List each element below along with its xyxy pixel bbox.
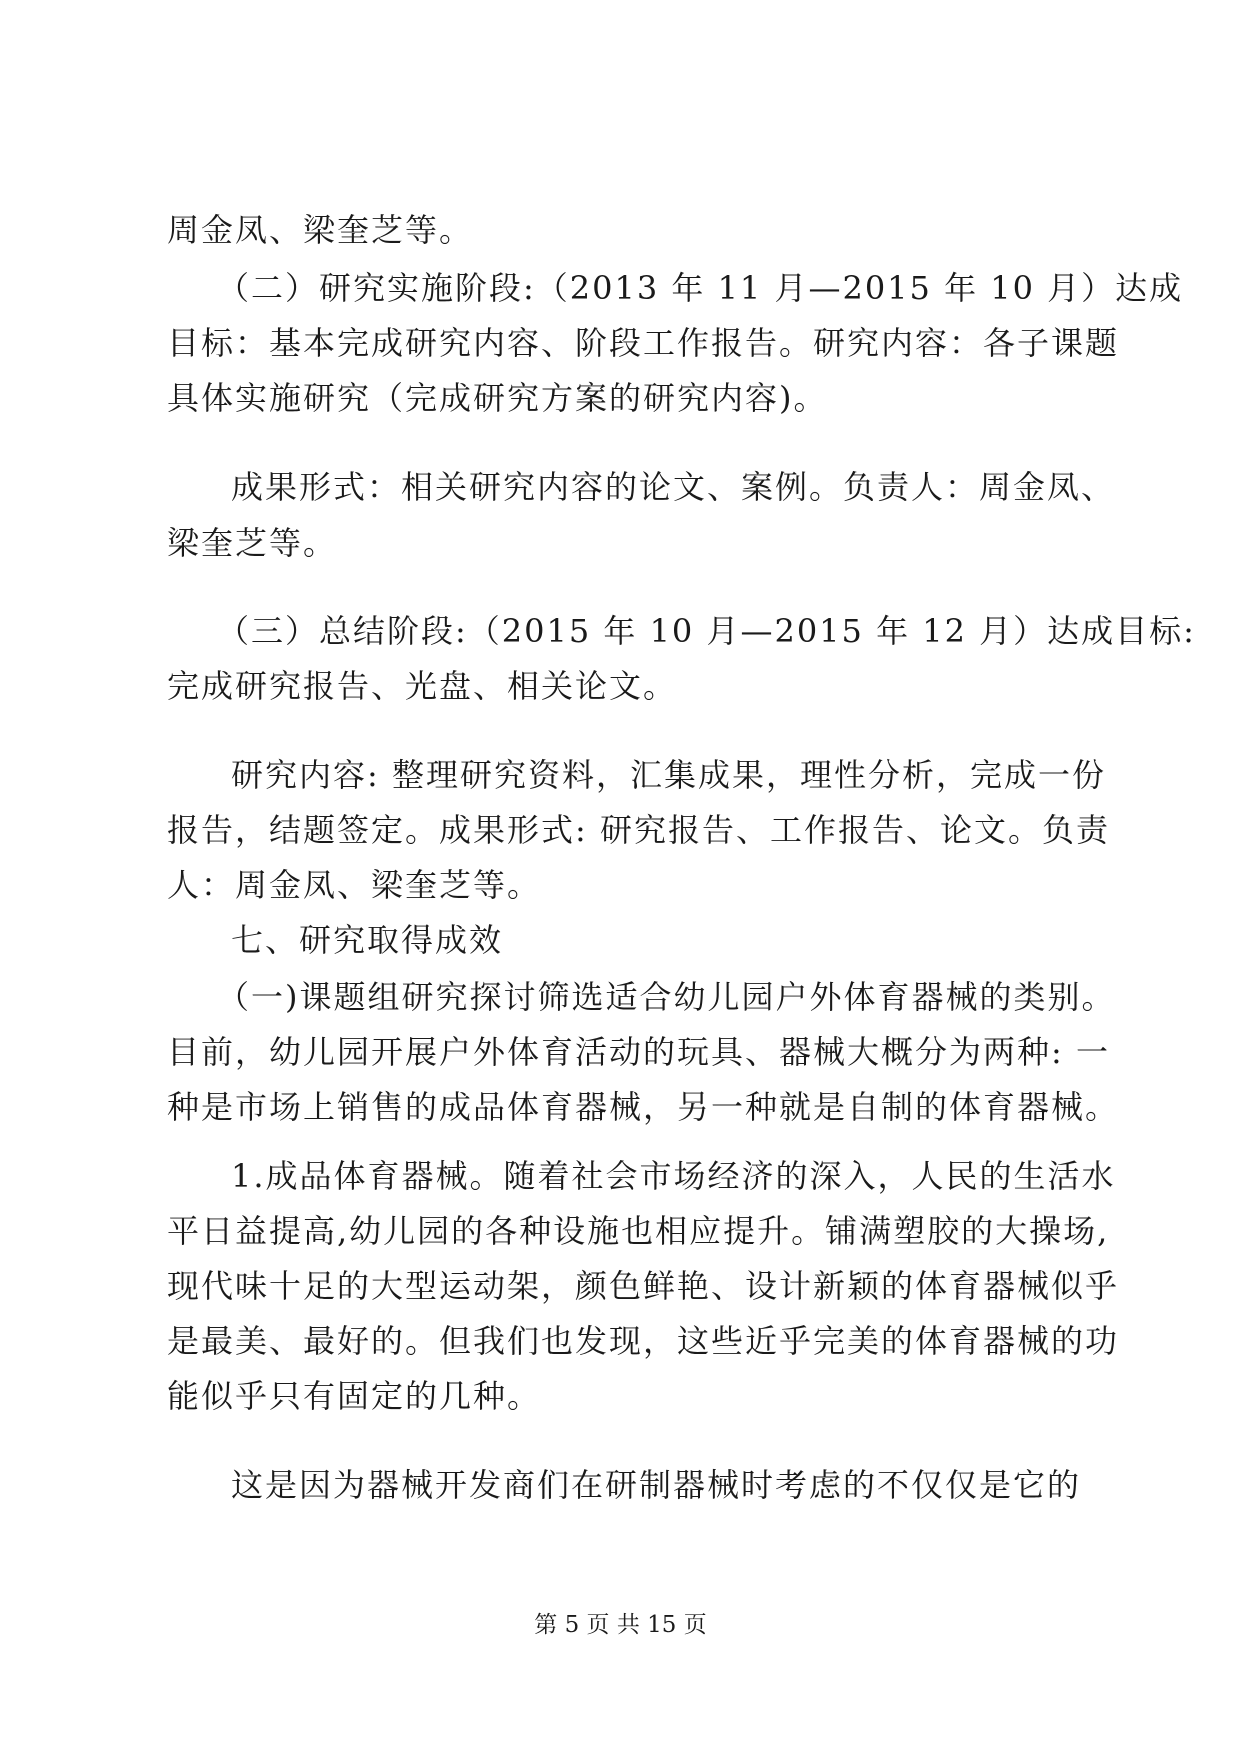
text-line: 研究内容: 整理研究资料，汇集成果，理性分析，完成一份 [231, 756, 1106, 794]
text-line: 这是因为器械开发商们在研制器械时考虑的不仅仅是它的 [231, 1466, 1082, 1504]
text-line: （一)课题组研究探讨筛选适合幼儿园户外体育器械的类别。 [217, 978, 1116, 1016]
text-line: 人：周金凤、梁奎芝等。 [167, 866, 542, 904]
page-number-footer: 第 5 页 共 15 页 [534, 1612, 707, 1638]
text-line: （二）研究实施阶段:（2013 年 11 月—2015 年 10 月）达成 [217, 269, 1184, 307]
text-line: 梁奎芝等。 [167, 524, 338, 562]
text-line: 成果形式：相关研究内容的论文、案例。负责人：周金凤、 [231, 468, 1116, 506]
text-line: 1.成品体育器械。随着社会市场经济的深入，人民的生活水 [231, 1157, 1116, 1195]
text-line: 种是市场上销售的成品体育器械，另一种就是自制的体育器械。 [167, 1088, 1120, 1126]
text-line: 目前，幼儿园开展户外体育活动的玩具、器械大概分为两种: 一 [167, 1033, 1110, 1071]
text-line: 是最美、最好的。但我们也发现，这些近乎完美的体育器械的功 [167, 1322, 1120, 1360]
text-line: 具体实施研究（完成研究方案的研究内容)。 [167, 379, 828, 417]
text-line: 完成研究报告、光盘、相关论文。 [167, 667, 678, 705]
text-line: （三）总结阶段:（2015 年 10 月—2015 年 12 月）达成目标: [217, 612, 1196, 650]
text-line: 周金凤、梁奎芝等。 [167, 211, 474, 249]
text-line: 能似乎只有固定的几种。 [167, 1377, 542, 1415]
text-line: 目标：基本完成研究内容、阶段工作报告。研究内容：各子课题 [167, 324, 1120, 362]
text-line: 现代味十足的大型运动架，颜色鲜艳、设计新颖的体育器械似乎 [167, 1267, 1120, 1305]
section-heading: 七、研究取得成效 [231, 921, 504, 959]
text-line: 报告，结题签定。成果形式: 研究报告、工作报告、论文。负责 [167, 811, 1110, 849]
text-line: 平日益提高,幼儿园的各种设施也相应提升。铺满塑胶的大操场, [167, 1212, 1110, 1250]
